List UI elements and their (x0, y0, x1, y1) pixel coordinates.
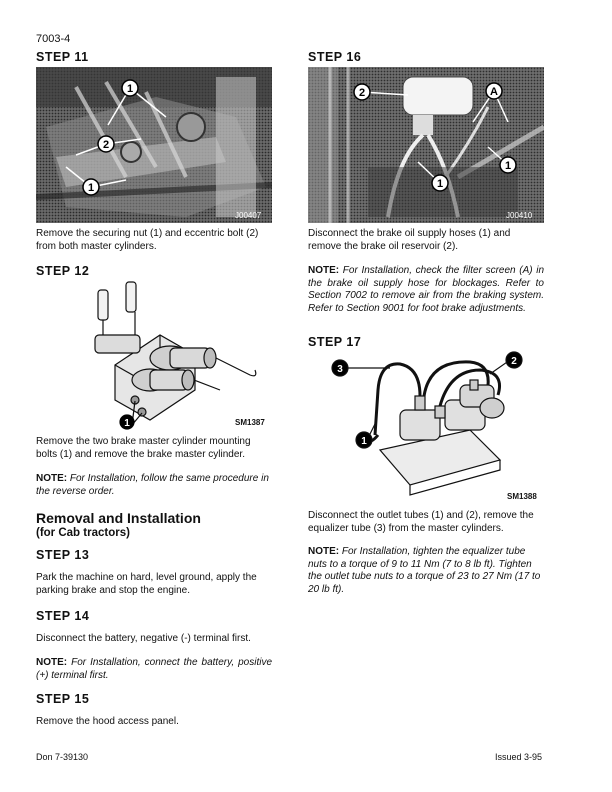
note-text: For Installation, follow the same procedure in the reverse order. (36, 473, 269, 497)
step-17-text: Disconnect the outlet tubes (1) and (2), remove the equalizer tube (3) from the master cylinders. (308, 510, 534, 534)
step-12-heading: STEP 12 (36, 264, 90, 278)
callout-2 (98, 136, 114, 152)
step-16-photo (308, 67, 544, 223)
svg-text:2: 2 (102, 139, 110, 151)
svg-text:1: 1 (361, 436, 367, 447)
note-label: NOTE: (308, 546, 340, 557)
section-title: Removal and Installation (36, 510, 201, 526)
svg-text:1: 1 (126, 83, 134, 95)
step-17-figure (320, 350, 544, 500)
step-12-text: Remove the two brake master cylinder mounting bolts (1) and remove the brake master cylinder. (36, 436, 251, 460)
step-14-text: Disconnect the battery, negative (-) terminal first. (36, 633, 251, 644)
svg-text:3: 3 (337, 364, 343, 375)
callout-1 (120, 415, 134, 429)
callout-1-left (432, 175, 448, 191)
step-12-note (36, 473, 272, 498)
step-11-photo (36, 67, 272, 223)
note-label: NOTE: (36, 657, 68, 668)
svg-text:1: 1 (87, 182, 95, 194)
step-13-heading: STEP 13 (36, 548, 90, 562)
step-17-heading: STEP 17 (308, 335, 362, 349)
step-16-text: Disconnect the brake oil supply hoses (1) and remove the brake oil reservoir (2). (308, 228, 511, 252)
step-15-heading: STEP 15 (36, 692, 90, 706)
svg-text:A: A (490, 86, 498, 98)
step-13-text: Park the machine on hard, level ground, apply the parking brake and stop the engine. (36, 572, 257, 596)
callout-2 (354, 84, 370, 100)
note-label: NOTE: (308, 265, 340, 276)
svg-text:1: 1 (436, 178, 444, 190)
step-17-note (308, 546, 544, 596)
svg-text:2: 2 (358, 87, 366, 99)
step-15-text: Remove the hood access panel. (36, 716, 179, 727)
callout-1-right (500, 157, 516, 173)
note-text: For Installation, connect the battery, positive (+) terminal first. (36, 657, 273, 681)
callout-A (486, 83, 502, 99)
figure-code-sm1388: SM1388 (507, 492, 537, 501)
svg-text:1: 1 (124, 418, 130, 429)
step-11-text: Remove the securing nut (1) and eccentric bolt (2) from both master cylinders. (36, 228, 259, 252)
step-16-heading: STEP 16 (308, 50, 362, 64)
callout-3 (332, 360, 348, 376)
step-16-note (308, 265, 544, 315)
callout-1-bottom (83, 179, 99, 195)
note-text: For Installation, tighten the equalizer tube nuts to a torque of 9 to 11 Nm (7 to 8 lb ft). Tighten the outlet tube nuts to a torque of 23 to 27 Nm (17 to 20 lb ft). (308, 546, 541, 595)
step-14-heading: STEP 14 (36, 609, 90, 623)
note-label: NOTE: (36, 473, 68, 484)
page-number: 7003-4 (36, 33, 71, 45)
figure-code-sm1387: SM1387 (235, 418, 265, 427)
footer-right: Issued 3-95 (495, 752, 543, 762)
callout-2 (506, 352, 522, 368)
callout-1 (356, 432, 372, 448)
step-14-note (36, 657, 272, 682)
svg-text:1: 1 (504, 160, 512, 172)
svg-text:2: 2 (511, 356, 517, 367)
section-subtitle: (for Cab tractors) (36, 527, 130, 539)
footer-left: Don 7-39130 (36, 752, 89, 762)
note-text: For Installation, check the filter screen (A) in the brake oil supply hose for blockages. Refer to Section 7002 to remove air from the braking system. Refer to Section 9001 for foot brake adjustments. (308, 265, 545, 314)
callout-1-top (122, 80, 138, 96)
photo-code: J00410 (506, 211, 533, 220)
step-11-heading: STEP 11 (36, 50, 89, 64)
step-12-figure (80, 280, 270, 430)
photo-code: J00407 (235, 211, 262, 220)
